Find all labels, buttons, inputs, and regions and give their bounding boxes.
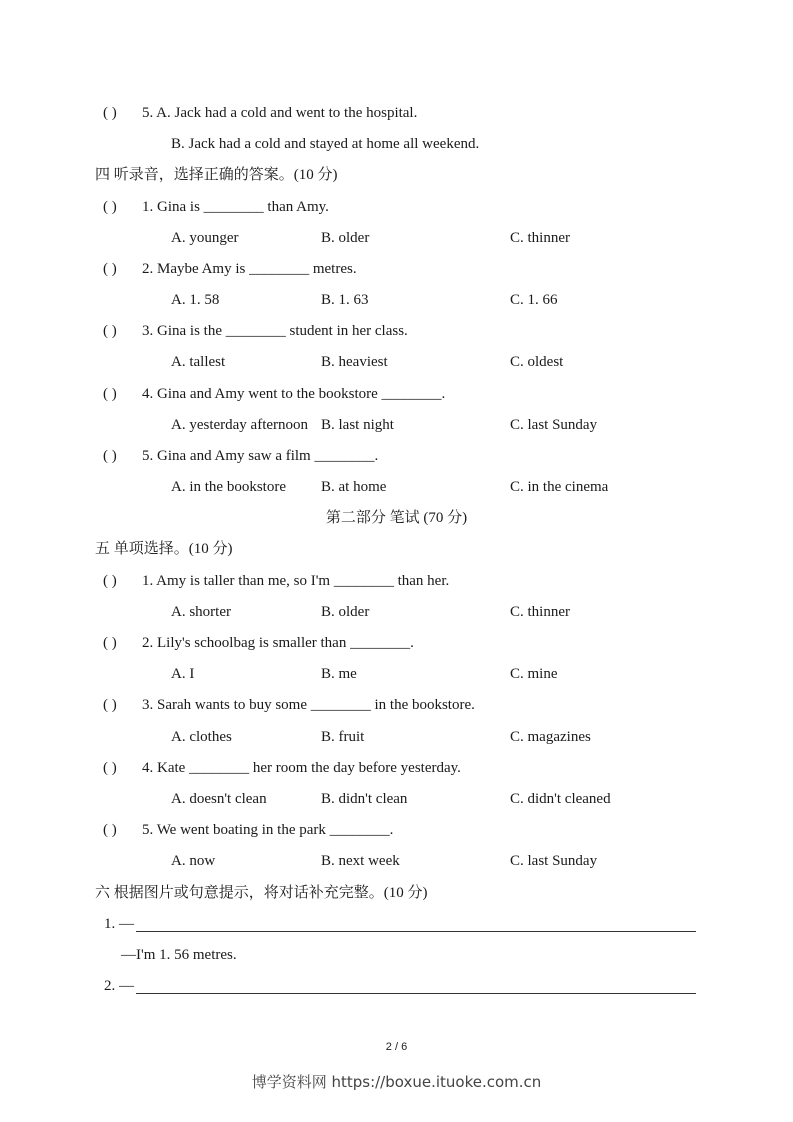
option-c: C. thinner [510,230,570,246]
site-watermark: 博学资料网 https://boxue.ituoke.com.cn [251,1073,542,1091]
question-stem: 3. Gina is the ________ student in her class. [142,323,408,339]
part-title: 第二部分 笔试 (70 分) [325,510,468,526]
page-number: 2 / 6 [385,1041,408,1053]
option-c: C. last Sunday [510,853,598,869]
option-a: A. younger [171,230,239,246]
answer-paren: ( ) [103,573,117,589]
option-b: B. didn't clean [321,791,408,807]
answer-paren: ( ) [103,105,117,121]
answer-paren: ( ) [103,323,117,339]
option-b: B. heaviest [321,354,388,370]
option-a: A. doesn't clean [171,791,267,807]
answer-paren: ( ) [103,448,117,464]
answer-paren: ( ) [103,760,117,776]
option-c: C. oldest [510,354,564,370]
option-a: A. shorter [171,604,231,620]
option-c: C. 1. 66 [510,292,558,308]
question-stem: 5. We went boating in the park ________. [142,822,394,838]
option-a: A. clothes [171,729,232,745]
option-a: A. I [171,666,195,682]
question-stem: 2. Lily's schoolbag is smaller than ________. [142,635,414,651]
question-stem: 5. Gina and Amy saw a film ________. [142,448,379,464]
answer-paren: ( ) [103,697,117,713]
dialogue-prefix: 2. — [104,978,134,994]
option-c: C. last Sunday [510,417,598,433]
option-b: B. older [321,604,370,620]
option-c: C. thinner [510,604,570,620]
option-b: B. me [321,666,357,682]
question-stem: 1. Gina is ________ than Amy. [142,199,329,215]
section-heading: 六 根据图片或句意提示，将对话补充完整。(10 分) [95,885,428,901]
option-b: B. at home [321,479,387,495]
option-c: C. magazines [510,729,591,745]
option-a: A. now [171,853,216,869]
dialogue-prefix: 1. — [104,916,134,932]
answer-paren: ( ) [103,199,117,215]
option-b: B. next week [321,853,400,869]
question-stem: 4. Gina and Amy went to the bookstore ________. [142,386,446,402]
answer-paren: ( ) [103,635,117,651]
answer-blank-line[interactable] [136,931,696,932]
option-c: C. didn't cleaned [510,791,611,807]
section-heading: 四 听录音，选择正确的答案。(10 分) [95,167,338,183]
option-b: B. fruit [321,729,365,745]
option-a: A. yesterday afternoon [171,417,309,433]
question-stem: 4. Kate ________ her room the day before yesterday. [142,760,461,776]
answer-paren: ( ) [103,386,117,402]
option-b: B. Jack had a cold and stayed at home all weekend. [171,136,480,152]
option-b: B. last night [321,417,394,433]
option-a: A. in the bookstore [171,479,286,495]
option-c: C. in the cinema [510,479,609,495]
option-a: A. 1. 58 [171,292,220,308]
question-stem: 2. Maybe Amy is ________ metres. [142,261,357,277]
dialogue-reply: —I'm 1. 56 metres. [121,947,237,963]
answer-paren: ( ) [103,822,117,838]
answer-blank-line[interactable] [136,993,696,994]
question-stem: 3. Sarah wants to buy some ________ in the bookstore. [142,697,475,713]
option-c: C. mine [510,666,558,682]
question-stem: 1. Amy is taller than me, so I'm ________ than her. [142,573,450,589]
section-heading: 五 单项选择。(10 分) [95,541,233,557]
option-b: B. 1. 63 [321,292,369,308]
option-b: B. older [321,230,370,246]
answer-paren: ( ) [103,261,117,277]
question-stem: 5. A. Jack had a cold and went to the hospital. [142,105,418,121]
option-a: A. tallest [171,354,226,370]
